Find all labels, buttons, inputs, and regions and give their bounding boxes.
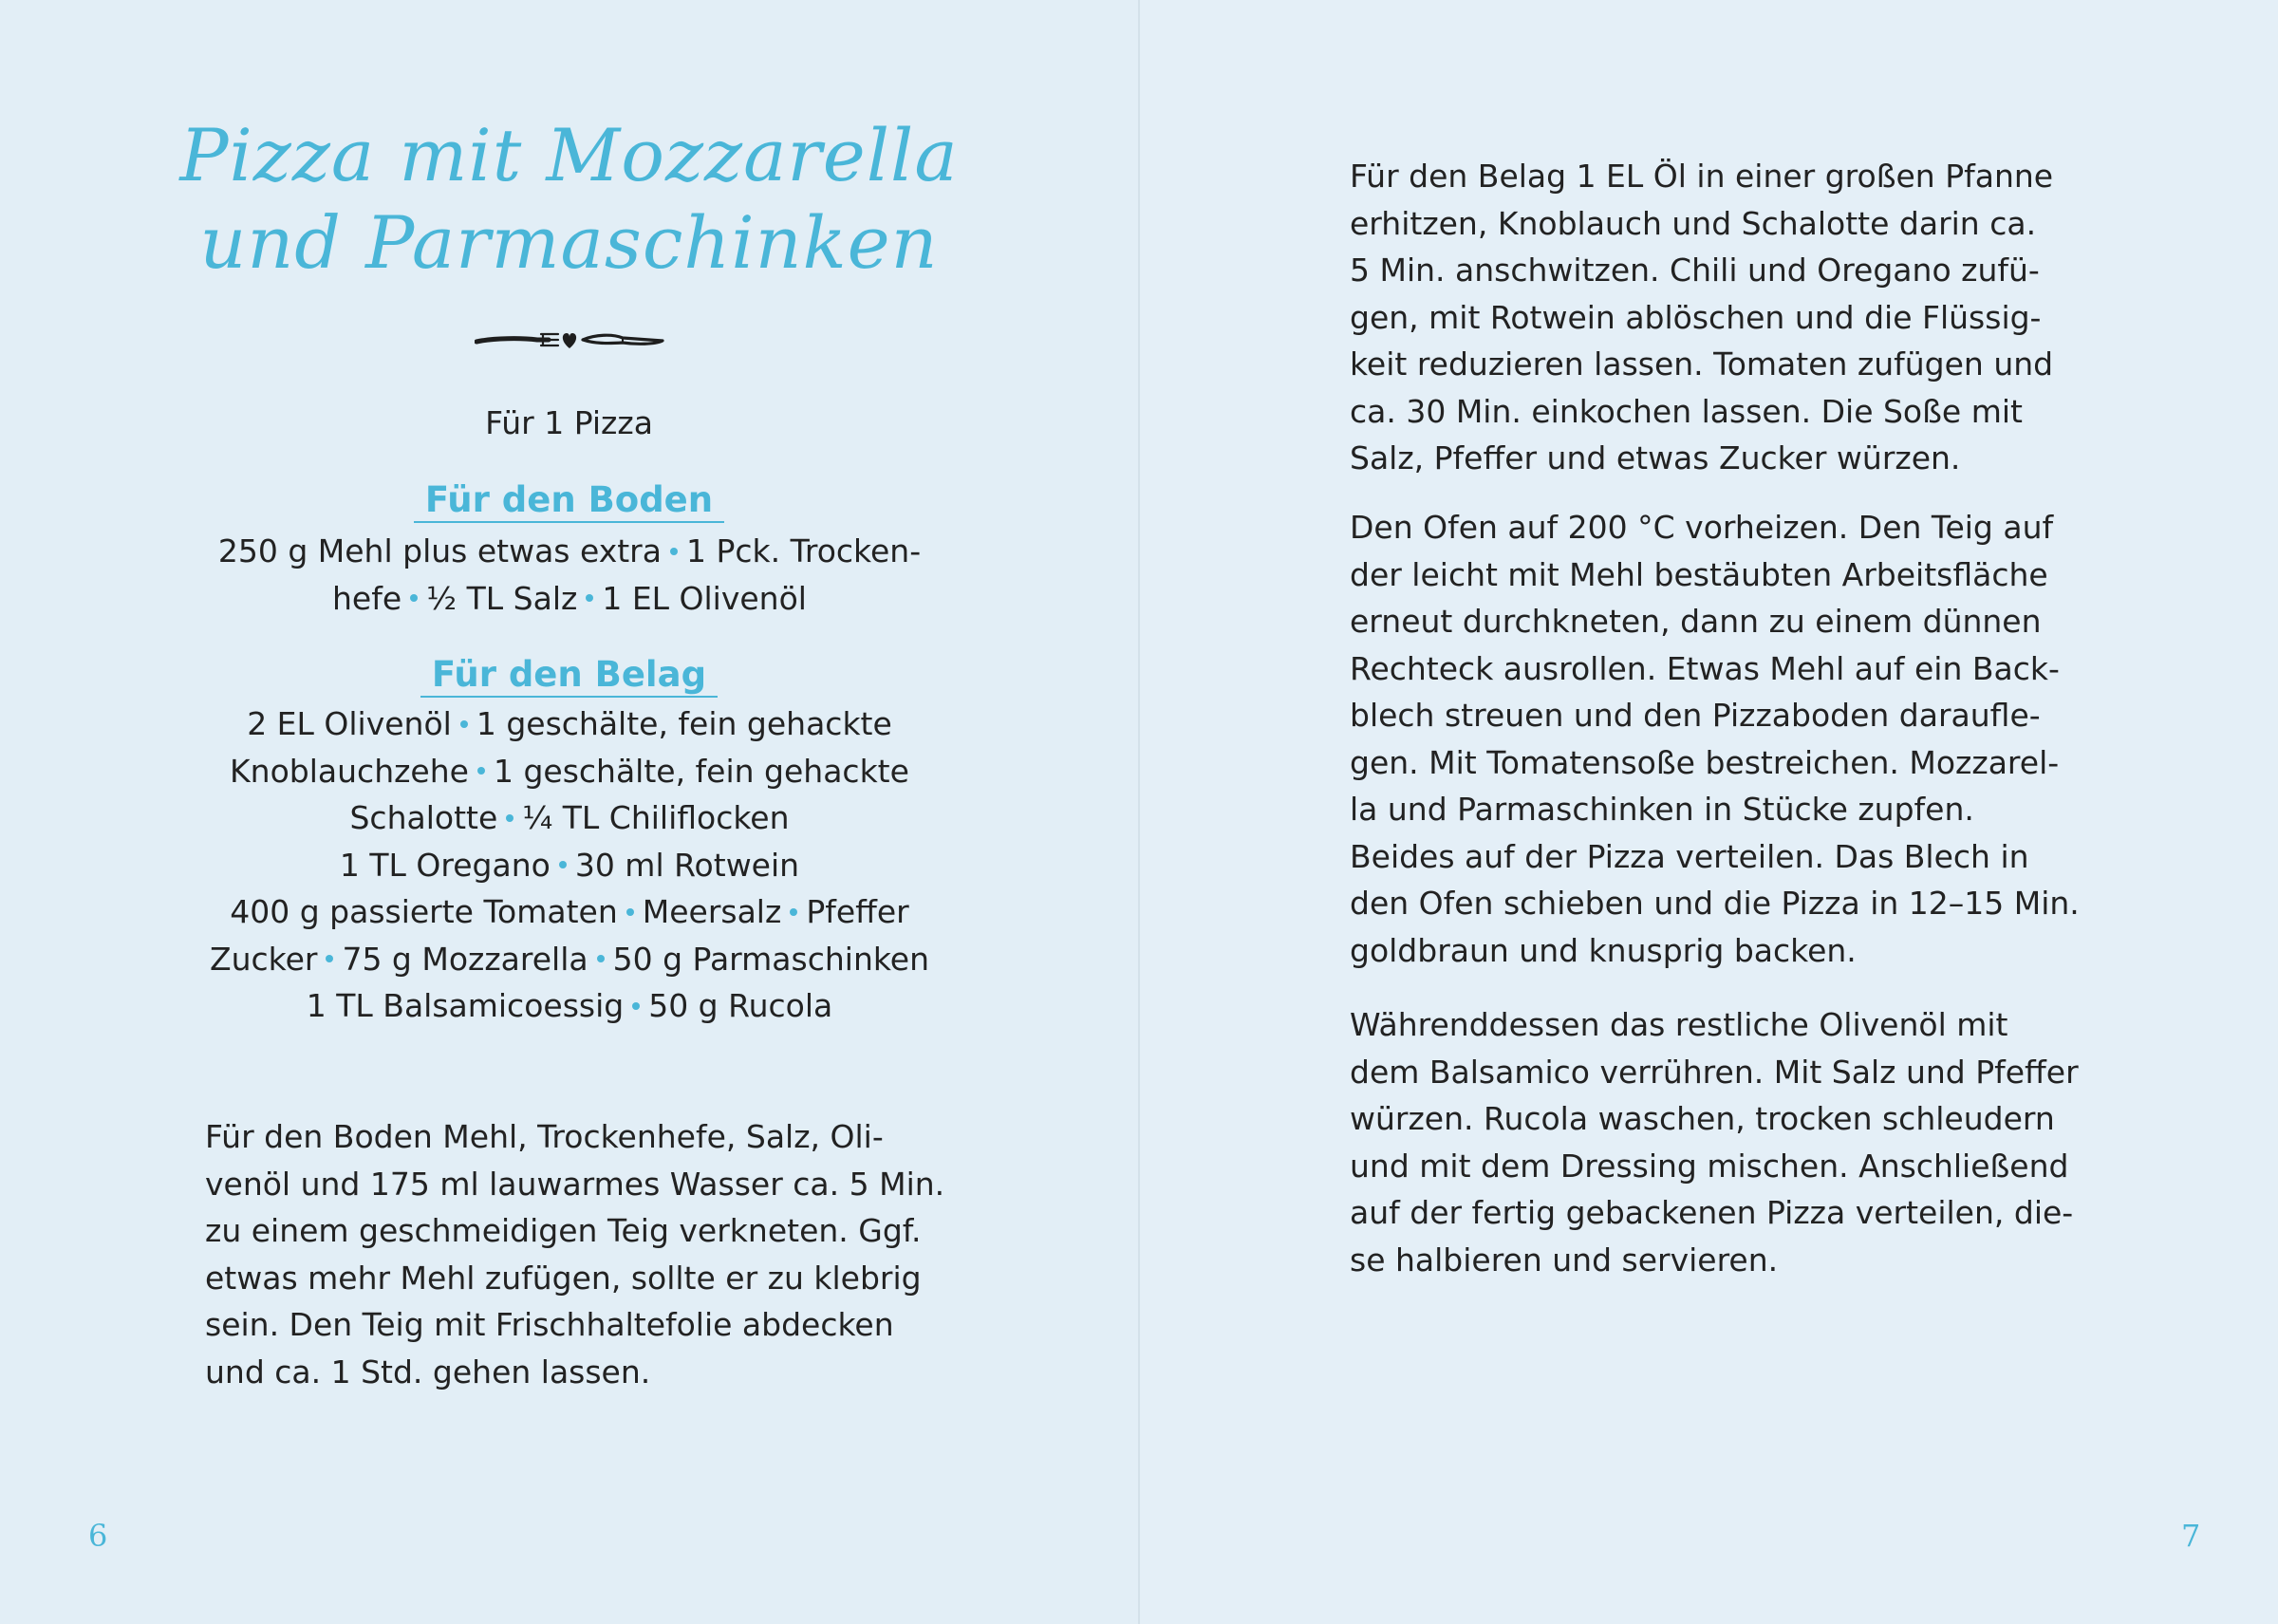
text-line: Für den Belag 1 EL Öl in einer großen Pfanne <box>1350 158 2054 195</box>
bullet-dot-icon <box>670 548 678 555</box>
dough-instructions <box>205 1113 945 1395</box>
text-line: Für den Boden Mehl, Trockenhefe, Salz, Oli- <box>205 1118 884 1155</box>
ingredient: 1 EL Olivenöl <box>602 579 807 617</box>
topping-heading <box>0 651 1138 699</box>
ingredient: Schalotte <box>349 799 498 836</box>
recipe-title-line: und Parmaschinken <box>199 200 939 285</box>
left-page <box>0 0 1138 1624</box>
bullet-dot-icon <box>559 861 567 868</box>
text-line: keit reduzieren lassen. Tomaten zufügen und <box>1350 345 2054 383</box>
ingredient-line <box>142 700 997 748</box>
text-line: auf der fertig gebackenen Pizza verteilen, die- <box>1350 1194 2074 1231</box>
dough-heading <box>0 476 1138 524</box>
text-line: Beides auf der Pizza verteilen. Das Blech in <box>1350 837 2029 875</box>
text-line: erneut durchkneten, dann zu einem dünnen <box>1350 603 2042 640</box>
text-line: würzen. Rucola waschen, trocken schleudern <box>1350 1100 2055 1137</box>
servings: Für 1 Pizza <box>485 404 653 441</box>
text-line: 5 Min. anschwitzen. Chili und Oregano zufü- <box>1350 252 2040 289</box>
ingredient: 1 Pck. Trocken- <box>685 532 922 569</box>
ingredient-line <box>142 842 997 889</box>
bullet-dot-icon <box>326 955 333 962</box>
ingredient: Zucker <box>209 940 318 978</box>
text-line: goldbraun und knusprig backen. <box>1350 931 1857 969</box>
recipe-title-line: Pizza mit Mozzarella <box>179 113 959 197</box>
bullet-dot-icon <box>506 814 513 822</box>
recipe-title <box>0 112 1138 287</box>
text-line: sein. Den Teig mit Frischhaltefolie abdecken <box>205 1306 894 1343</box>
ingredient: 50 g Parmaschinken <box>612 940 930 978</box>
ingredient-line <box>142 528 997 575</box>
ingredient: ½ TL Salz <box>426 579 578 617</box>
text-line: Den Ofen auf 200 °C vorheizen. Den Teig auf <box>1350 509 2054 546</box>
ingredient: 1 TL Oregano <box>339 846 551 884</box>
ingredient-line <box>142 936 997 983</box>
bullet-dot-icon <box>632 1002 640 1010</box>
topping-ingredients <box>142 700 997 1030</box>
ingredient: 1 TL Balsamicoessig <box>306 987 625 1024</box>
bullet-dot-icon <box>597 955 605 962</box>
ingredient-line <box>142 888 997 936</box>
bullet-dot-icon <box>460 720 468 728</box>
fork-heart-knife-icon <box>475 326 664 354</box>
text-line: und ca. 1 Std. gehen lassen. <box>205 1353 651 1391</box>
topping-heading-text: Für den Belag <box>420 654 718 698</box>
text-line: venöl und 175 ml lauwarmes Wasser ca. 5 Min. <box>205 1165 945 1203</box>
ingredient: 30 ml Rotwein <box>574 846 800 884</box>
text-line: se halbieren und servieren. <box>1350 1241 1779 1279</box>
bullet-dot-icon <box>790 908 797 916</box>
ingredient-line <box>142 748 997 795</box>
ingredient: 1 geschälte, fein gehackte <box>476 705 892 742</box>
text-line: blech streuen und den Pizzaboden daraufle- <box>1350 697 2041 734</box>
text-line: den Ofen schieben und die Pizza in 12–15 Min. <box>1350 885 2080 922</box>
ingredient: 50 g Rucola <box>648 987 833 1024</box>
ingredient: 250 g Mehl plus etwas extra <box>217 532 662 569</box>
ingredient: hefe <box>332 579 402 617</box>
ingredient-line <box>142 575 997 623</box>
text-line: la und Parmaschinken in Stücke zupfen. <box>1350 791 1974 828</box>
text-line: etwas mehr Mehl zufügen, sollte er zu klebrig <box>205 1259 922 1297</box>
text-line: dem Balsamico verrühren. Mit Salz und Pfeffer <box>1350 1053 2079 1091</box>
baking-instructions <box>1350 504 2109 974</box>
topping-instructions <box>1350 153 2109 482</box>
ingredient: 75 g Mozzarella <box>342 940 588 978</box>
text-line: und mit dem Dressing mischen. Anschließend <box>1350 1147 2069 1185</box>
text-line: Rechteck ausrollen. Etwas Mehl auf ein Back- <box>1350 649 2060 687</box>
text-line: Salz, Pfeffer und etwas Zucker würzen. <box>1350 439 1961 476</box>
ingredient: Knoblauchzehe <box>230 752 469 790</box>
text-line: Währenddessen das restliche Olivenöl mit <box>1350 1006 2008 1043</box>
page-number-right: 7 <box>2181 1518 2201 1554</box>
text-line: der leicht mit Mehl bestäubten Arbeitsfläche <box>1350 555 2048 593</box>
bullet-dot-icon <box>586 594 593 602</box>
ingredient: ¼ TL Chiliflocken <box>522 799 790 836</box>
dough-heading-text: Für den Boden <box>414 479 724 523</box>
ingredient-line <box>142 794 997 842</box>
text-line: gen, mit Rotwein ablöschen und die Flüssig- <box>1350 298 2042 336</box>
bullet-dot-icon <box>410 594 418 602</box>
ingredient: 1 geschälte, fein gehackte <box>493 752 909 790</box>
text-line: ca. 30 Min. einkochen lassen. Die Soße mit <box>1350 392 2023 430</box>
text-line: erhitzen, Knoblauch und Schalotte darin ca. <box>1350 204 2037 242</box>
ingredient: Pfeffer <box>806 893 909 930</box>
ingredient: 400 g passierte Tomaten <box>230 893 618 930</box>
dough-ingredients <box>142 528 997 622</box>
page-number-left: 6 <box>88 1518 108 1554</box>
bullet-dot-icon <box>626 908 634 916</box>
ingredient-line <box>142 982 997 1030</box>
ingredient: 2 EL Olivenöl <box>247 705 452 742</box>
text-line: gen. Mit Tomatensoße bestreichen. Mozzarel- <box>1350 743 2060 781</box>
bullet-dot-icon <box>477 767 485 775</box>
ingredient: Meersalz <box>642 893 782 930</box>
right-page <box>1140 0 2278 1624</box>
serving-instructions <box>1350 1001 2109 1283</box>
text-line: zu einem geschmeidigen Teig verkneten. Ggf. <box>205 1212 922 1249</box>
